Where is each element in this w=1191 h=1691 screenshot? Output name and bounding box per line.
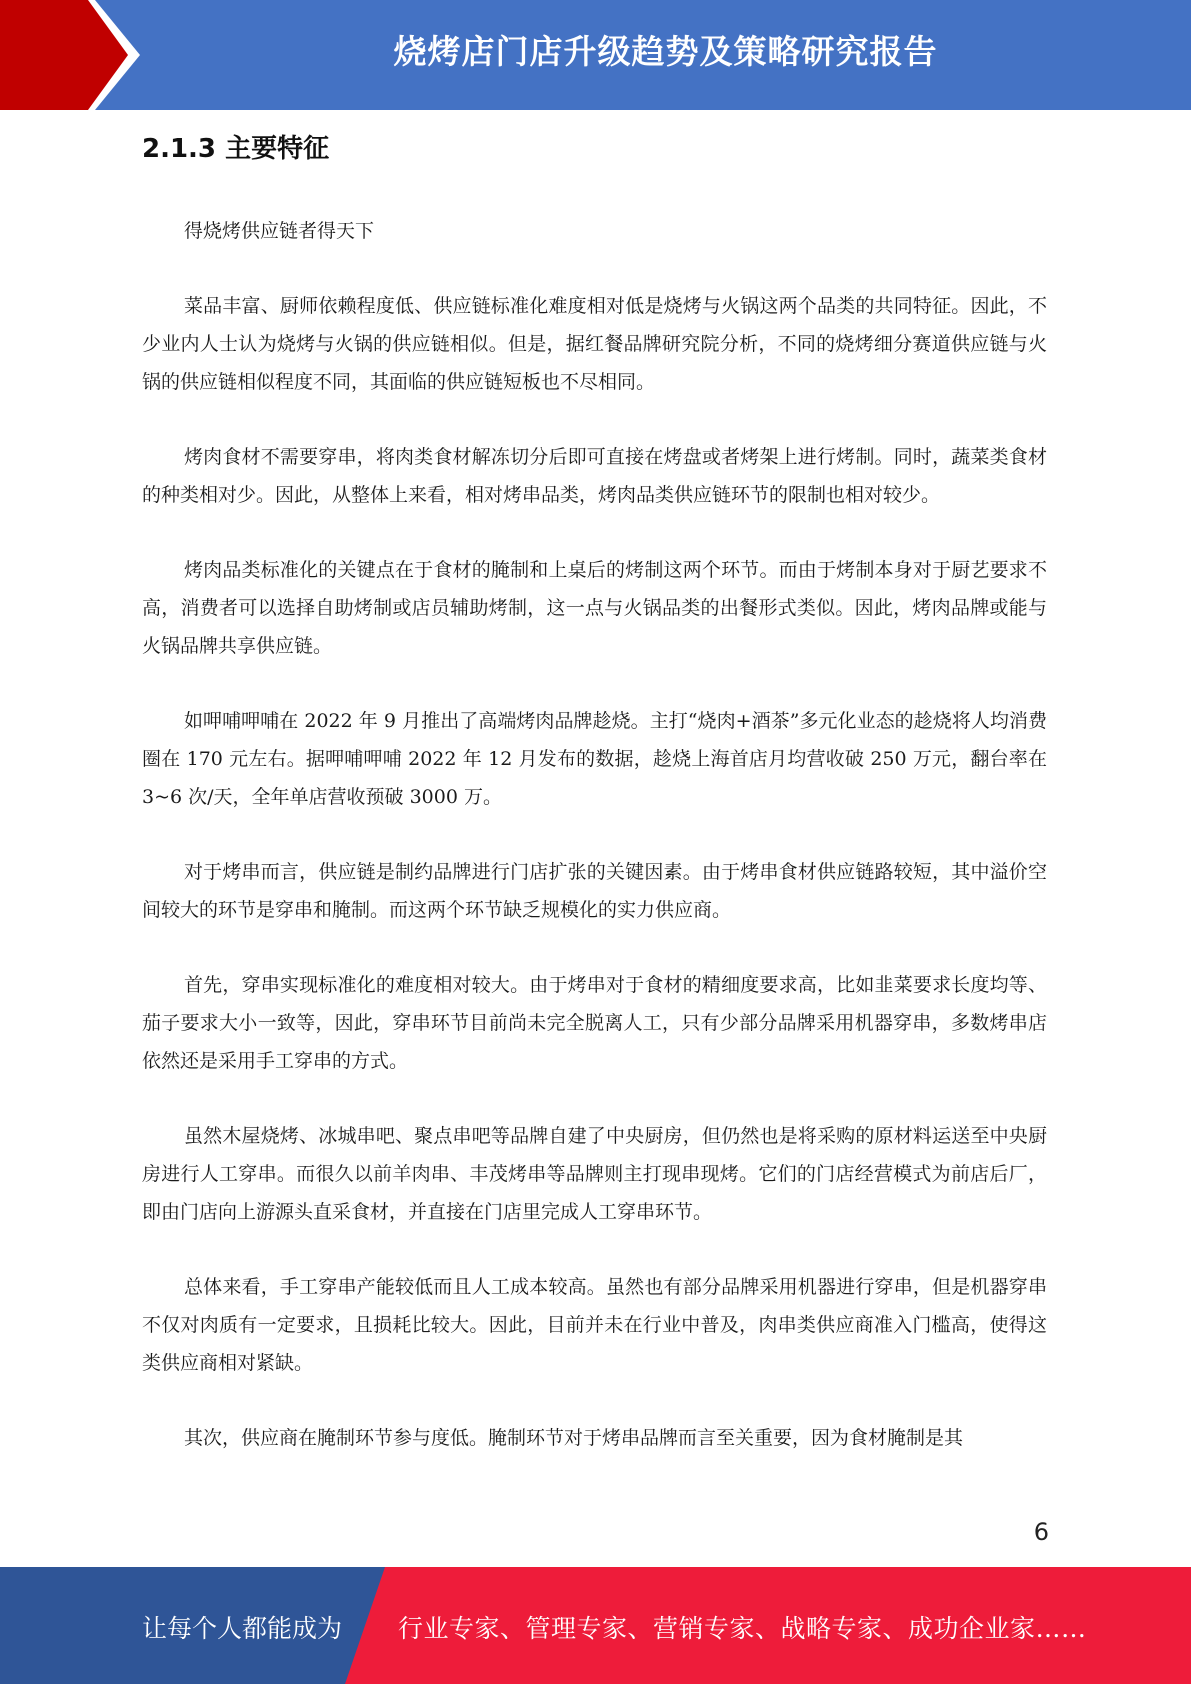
page-header [0, 0, 1191, 110]
body-text [142, 212, 1047, 1494]
footer-slogan-right: 行业专家、管理专家、营销专家、战略专家、成功企业家…… [398, 1614, 1087, 1643]
paragraph: 得烧烤供应链者得天下 [184, 220, 375, 242]
paragraph: 烤肉品类标准化的关键点在于食材的腌制和上桌后的烤制这两个环节。而由于烤制本身对于厨艺要求不高，消费者可以选择自助烤制或店员辅助烤制，这一点与火锅品类的出餐形式类似。因此，烤肉品牌或能与火锅品牌共享供应链。 [142, 559, 1047, 657]
paragraph: 菜品丰富、厨师依赖程度低、供应链标准化难度相对低是烧烤与火锅这两个品类的共同特征。因此，不少业内人士认为烧烤与火锅的供应链相似。但是，据红餐品牌研究院分析，不同的烧烤细分赛道供应链与火锅的供应链相似程度不同，其面临的供应链短板也不尽相同。 [142, 295, 1047, 393]
section-heading: 2.1.3 主要特征 [142, 134, 330, 164]
paragraph: 如呷哺呷哺在 2022 年 9 月推出了高端烤肉品牌趁烧。主打“烧肉+酒茶”多元化业态的趁烧将人均消费圈在 170 元左右。据呷哺呷哺 2022 年 12 月发布的数据，趁烧上海首店月均营收破 250 万元，翻台率在 3~6 次/天，全年单店营收预破 3000 万。 [142, 710, 1047, 808]
chevron-fill [0, 0, 128, 110]
paragraph: 其次，供应商在腌制环节参与度低。腌制环节对于烤串品牌而言至关重要，因为食材腌制是其 [184, 1427, 964, 1449]
footer-slogan-left: 让每个人都能成为 [142, 1614, 343, 1643]
paragraph: 虽然木屋烧烤、冰城串吧、聚点串吧等品牌自建了中央厨房，但仍然也是将采购的原材料运送至中央厨房进行人工穿串。而很久以前羊肉串、丰茂烤串等品牌则主打现串现烤。它们的门店经营模式为前店后厂，即由门店向上游源头直采食材，并直接在门店里完成人工穿串环节。 [142, 1125, 1047, 1223]
paragraph: 首先，穿串实现标准化的难度相对较大。由于烤串对于食材的精细度要求高，比如韭菜要求长度均等、茄子要求大小一致等，因此，穿串环节目前尚未完全脱离人工，只有少部分品牌采用机器穿串，多数烤串店依然还是采用手工穿串的方式。 [142, 974, 1047, 1072]
report-title: 烧烤店门店升级趋势及策略研究报告 [393, 32, 938, 71]
paragraph: 烤肉食材不需要穿串，将肉类食材解冻切分后即可直接在烤盘或者烤架上进行烤制。同时，蔬菜类食材的种类相对少。因此，从整体上来看，相对烤串品类，烤肉品类供应链环节的限制也相对较少。 [142, 446, 1047, 506]
header-chevron-graphic [0, 0, 160, 110]
page-number: 6 [1033, 1518, 1049, 1546]
paragraph: 总体来看，手工穿串产能较低而且人工成本较高。虽然也有部分品牌采用机器进行穿串，但是机器穿串不仅对肉质有一定要求，且损耗比较大。因此，目前并未在行业中普及，肉串类供应商准入门槛高，使得这类供应商相对紧缺。 [142, 1276, 1047, 1374]
paragraph: 对于烤串而言，供应链是制约品牌进行门店扩张的关键因素。由于烤串食材供应链路较短，其中溢价空间较大的环节是穿串和腌制。而这两个环节缺乏规模化的实力供应商。 [142, 861, 1047, 921]
page-footer [0, 1567, 1191, 1684]
